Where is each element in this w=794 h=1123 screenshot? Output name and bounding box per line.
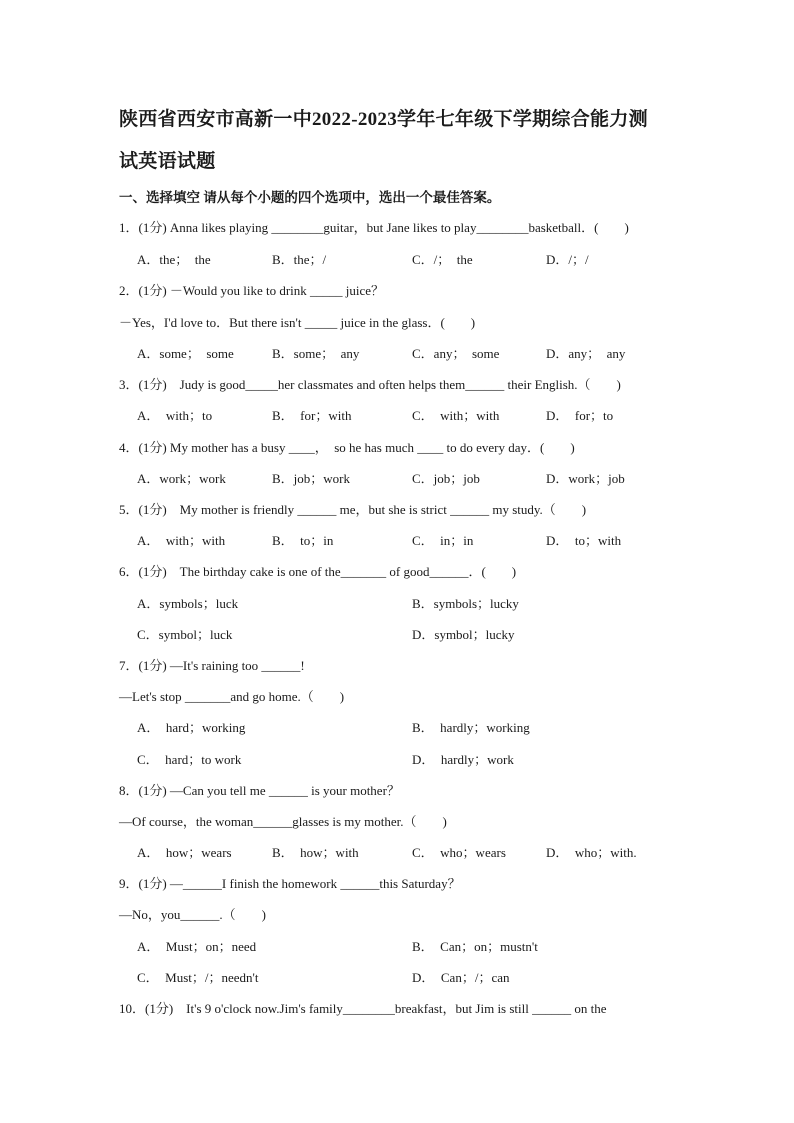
q8-option-c: C． who；wears (412, 845, 506, 860)
q9-option-d: D． Can；/；can (412, 970, 510, 985)
q4-option-d: D．work；job (546, 471, 625, 486)
q4-option-c: C．job；job (412, 471, 480, 486)
q1-option-c: C．/； the (412, 252, 473, 267)
question-8-stem: 8．(1分) —Can you tell me ______ is your mother？ (119, 783, 400, 798)
question-10-stem: 10．(1分) It's 9 o'clock now.Jim's family________breakfast，but Jim is still ______ on the (119, 1001, 607, 1016)
q3-option-d: D． for；to (546, 408, 614, 423)
q7-option-d: D． hardly；work (412, 752, 514, 767)
question-6-stem: 6．(1分) The birthday cake is one of the_______ of good______．( ) (119, 564, 517, 579)
question-4-stem: 4．(1分) My mother has a busy ____， so he has much ____ to do every day．( ) (119, 440, 575, 455)
question-2-stem-line-2: －Yes，I'd love to．But there isn't _____ juice in the glass．( ) (119, 315, 476, 330)
q9-option-c: C． Must；/；needn't (137, 970, 259, 985)
q6-option-a: A．symbols；luck (137, 596, 239, 611)
q1-option-b: B．the；/ (272, 252, 327, 267)
q5-option-b: B． to；in (272, 533, 334, 548)
question-7-stem-line-2: —Let's stop _______and go home.（ ) (119, 689, 345, 704)
q8-option-b: B． how；with (272, 845, 359, 860)
q8-option-d: D． who；with. (546, 845, 637, 860)
q5-option-c: C． in；in (412, 533, 474, 548)
q2-option-a: A．some； some (137, 346, 234, 361)
q1-option-d: D．/；/ (546, 252, 589, 267)
question-7-stem: 7．(1分) —It's raining too ______! (119, 658, 305, 673)
q7-option-b: B． hardly；working (412, 720, 530, 735)
q7-option-c: C． hard；to work (137, 752, 242, 767)
q3-option-c: C． with；with (412, 408, 500, 423)
q6-option-c: C．symbol；luck (137, 627, 233, 642)
q3-option-a: A． with；to (137, 408, 213, 423)
question-9-stem-line-2: —No，you______.（ ) (119, 907, 266, 922)
q4-option-a: A．work；work (137, 471, 226, 486)
q6-option-d: D．symbol；lucky (412, 627, 515, 642)
question-3-stem: 3．(1分) Judy is good_____her classmates and often helps them______ their English.（ ) (119, 377, 621, 392)
q8-option-a: A． how；wears (137, 845, 232, 860)
q5-option-a: A． with；with (137, 533, 226, 548)
q4-option-b: B．job；work (272, 471, 351, 486)
q9-option-b: B． Can；on；mustn't (412, 939, 538, 954)
question-8-stem-line-2: —Of course，the woman______glasses is my mother.（ ) (119, 814, 447, 829)
exam-title-line-2: 试英语试题 (119, 151, 216, 172)
question-1-stem: 1．(1分) Anna likes playing ________guitar，but Jane likes to play________basketball．( ) (119, 220, 629, 235)
q1-option-a: A．the； the (137, 252, 211, 267)
q2-option-c: C．any； some (412, 346, 500, 361)
exam-title-line-1: 陕西省西安市高新一中2022-2023学年七年级下学期综合能力测 (119, 109, 648, 130)
q2-option-d: D．any； any (546, 346, 626, 361)
q9-option-a: A． Must；on；need (137, 939, 257, 954)
q6-option-b: B．symbols；lucky (412, 596, 519, 611)
question-2-stem: 2．(1分) －Would you like to drink _____ juice？ (119, 283, 385, 298)
question-9-stem: 9．(1分) —______I finish the homework ______this Saturday？ (119, 876, 461, 891)
q3-option-b: B． for；with (272, 408, 352, 423)
q2-option-b: B．some； any (272, 346, 360, 361)
section-heading: 一、选择填空 请从每个小题的四个选项中，选出一个最佳答案。 (119, 190, 501, 205)
q7-option-a: A． hard；working (137, 720, 246, 735)
question-5-stem: 5．(1分) My mother is friendly ______ me，but she is strict ______ my study.（ ) (119, 502, 587, 517)
q5-option-d: D． to；with (546, 533, 622, 548)
